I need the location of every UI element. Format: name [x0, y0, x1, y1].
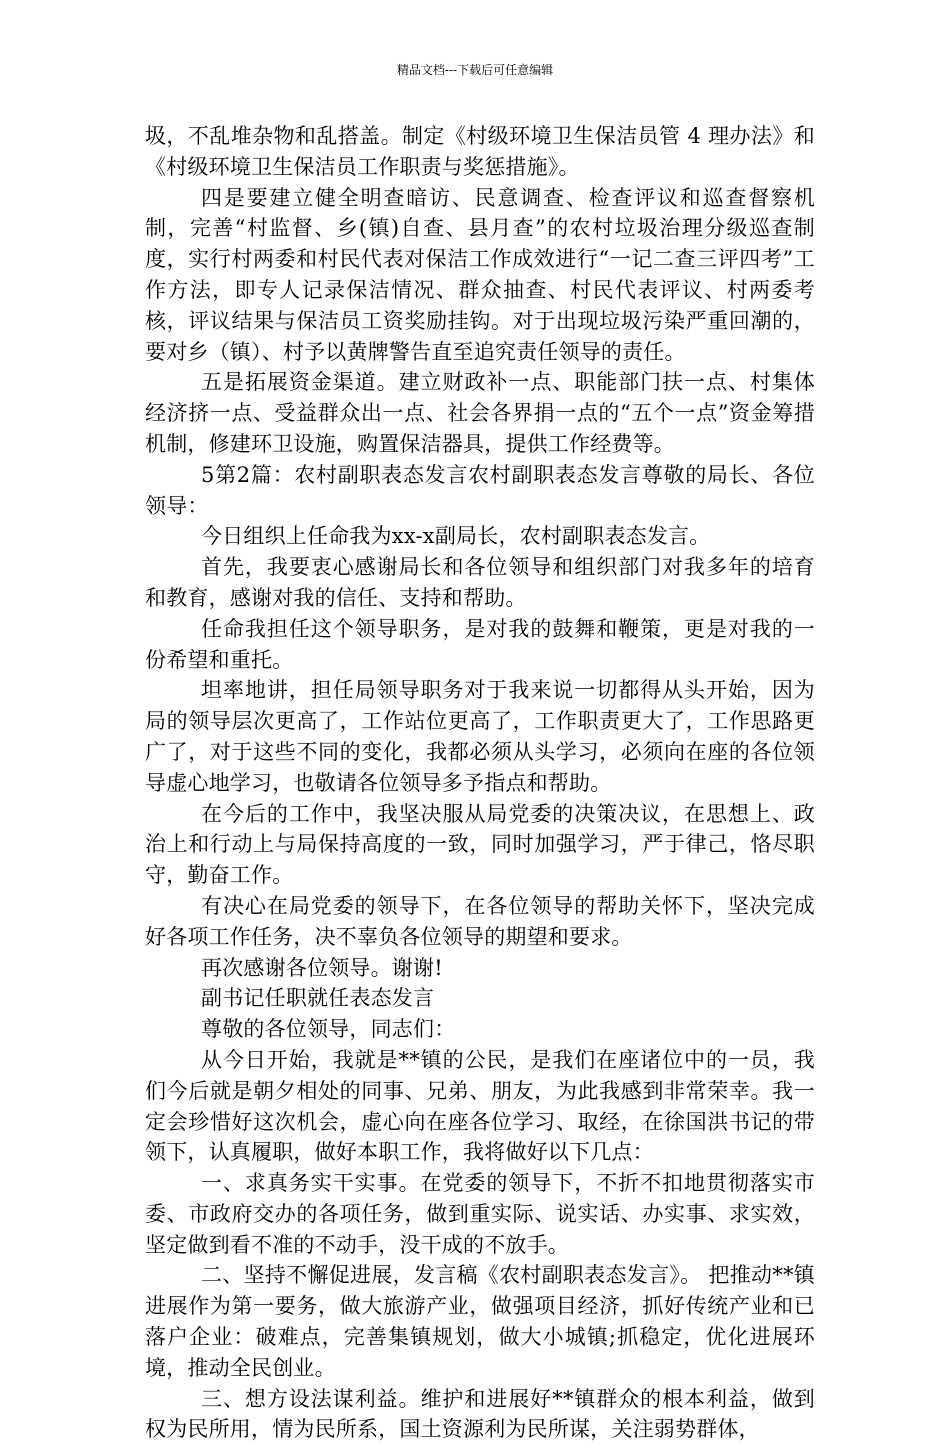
paragraph: 再次感谢各位领导。谢谢!	[201, 955, 443, 980]
paragraph: 五是拓展资金渠道。建立财政补一点、职能部门扶一点、村集体经济挤一点、受益群众出一点、社会各界捐一点的“五个一点”资金筹措机制，修建环卫设施，购置保洁器具，提供工作经费等。	[145, 370, 815, 456]
paragraph: 圾，不乱堆杂物和乱搭盖。制定《村级环境卫生保洁员管 4 理办法》和《村级环境卫生保洁员工作职责与奖惩措施》。	[145, 124, 815, 179]
paragraph: 任命我担任这个领导职务，是对我的鼓舞和鞭策，更是对我的一份希望和重托。	[145, 616, 815, 672]
paragraph: 在今后的工作中，我坚决服从局党委的决策决议，在思想上、政治上和行动上与局保持高度的一致，同时加强学习，严于律己，恪尽职守，勤奋工作。	[145, 801, 815, 888]
paragraph: 坦率地讲，担任局领导职务对于我来说一切都得从头开始，因为局的领导层次更高了，工作站位更高了，工作职责更大了，工作思路更广了，对于这些不同的变化，我都必须从头学习，必须向在座的各位领导虚心地学习，也敬请各位领导多予指点和帮助。	[145, 678, 815, 795]
paragraph: 5第2篇：农村副职表态发言农村副职表态发言尊敬的局长、各位领导：	[145, 462, 815, 518]
paragraph: 二、坚持不懈促进展，发言稿《农村副职表态发言》。 把推动**镇进展作为第一要务，做大旅游产业，做强项目经济，抓好传统产业和已落户企业：破难点，完善集镇规划，做大小城镇;抓稳定，优化进展环境，推动全民创业。	[145, 1263, 815, 1380]
page-header: 精品文档---下载后可任意编辑	[396, 63, 554, 77]
paragraph: 从今日开始，我就是**镇的公民，是我们在座诸位中的一员，我们今后就是朝夕相处的同事、兄弟、朋友，为此我感到非常荣幸。我一定会珍惜好这次机会，虚心向在座各位学习、取经，在徐国洪书记的带领下，认真履职，做好本职工作，我将做好以下几点：	[145, 1047, 815, 1165]
paragraph: 三、想方设法谋利益。维护和进展好**镇群众的根本利益，做到权为民所用，情为民所系，国土资源利为民所谋，关注弱势群体，	[145, 1386, 815, 1442]
salutation: 尊敬的各位领导，同志们：	[201, 1017, 456, 1042]
document-body	[145, 121, 815, 1445]
paragraph: 首先，我要衷心感谢局长和各位领导和组织部门对我多年的培育和教育，感谢对我的信任、支持和帮助。	[145, 555, 815, 610]
paragraph: 今日组织上任命我为xx-x副局长，农村副职表态发言。	[201, 524, 711, 549]
section-heading: 副书记任职就任表态发言	[201, 986, 435, 1011]
paragraph: 有决心在局党委的领导下，在各位领导的帮助关怀下，坚决完成好各项工作任务，决不辜负各位领导的期望和要求。	[145, 893, 815, 949]
paragraph: 四是要建立健全明查暗访、民意调查、检查评议和巡查督察机制，完善“村监督、乡(镇)自查、县月查”的农村垃圾治理分级巡查制度，实行村两委和村民代表对保洁工作成效进行“一记二查三评四考”工作方法，即专人记录保洁情况、群众抽查、村民代表评议、村两委考核，评议结果与保洁员工资奖励挂钩。对于出现垃圾污染严重回潮的，要对乡（镇）、村予以黄牌警告直至追究责任领导的责任。	[145, 185, 815, 364]
paragraph: 一、求真务实干实事。在党委的领导下，不折不扣地贯彻落实市委、市政府交办的各项任务，做到重实际、说实话、办实事、求实效，坚定做到看不准的不动手，没干成的不放手。	[145, 1171, 815, 1257]
